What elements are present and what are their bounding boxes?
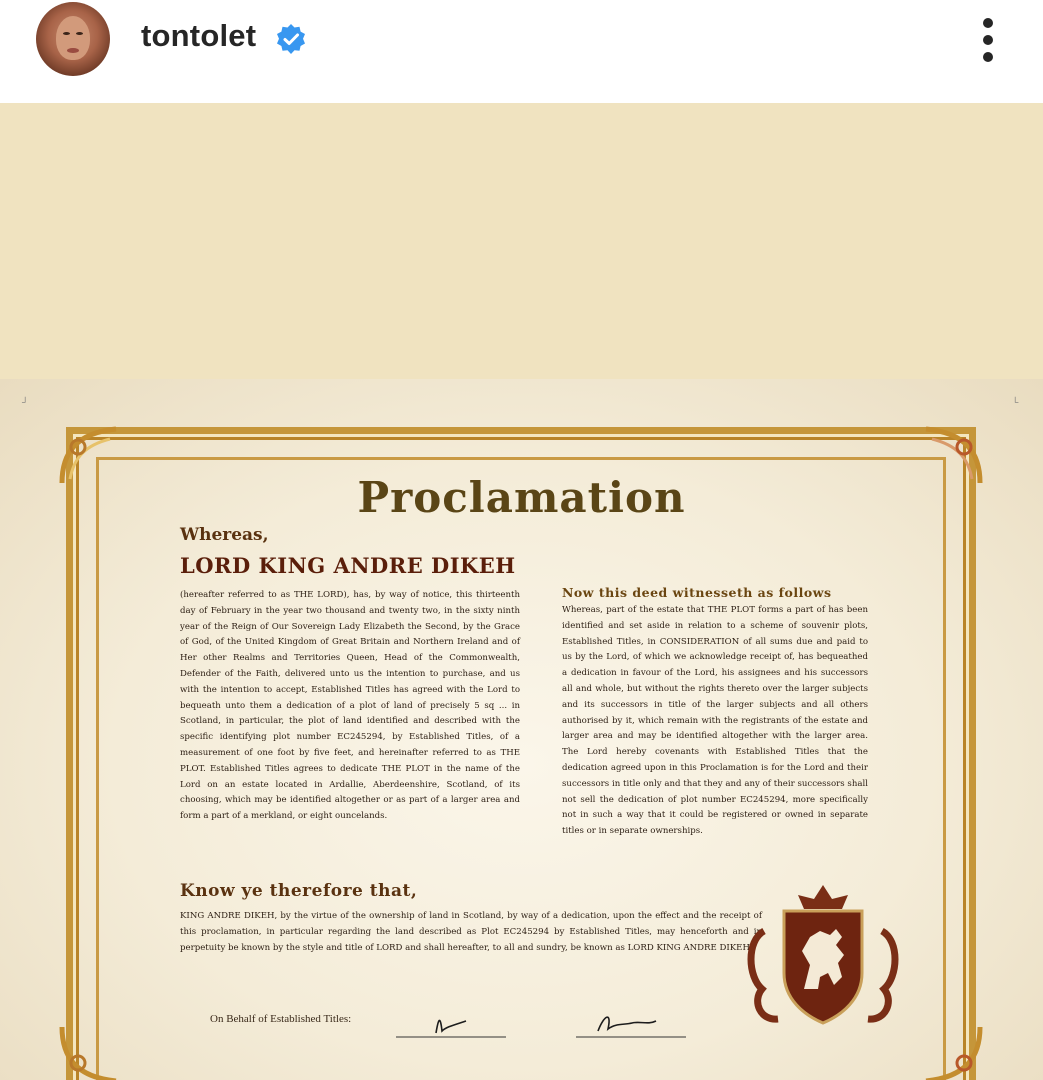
avatar-lips xyxy=(67,48,79,53)
more-dot-icon xyxy=(983,18,993,28)
avatar-eye xyxy=(63,32,70,35)
on-behalf-label: On Behalf of Established Titles: xyxy=(210,1013,352,1025)
post-header xyxy=(0,0,1043,103)
corner-ornament-icon xyxy=(56,1017,126,1080)
more-dot-icon xyxy=(983,52,993,62)
signature-icon xyxy=(396,1003,516,1043)
signature-icon xyxy=(576,1003,696,1043)
left-paragraph: (hereafter referred to as THE LORD), has, by way of notice, this thirteenth day of February in the year two thousand and twenty two, in the sixty ninth year of the Reign of Our Sovereign Lady Elizabeth the Second, by the Grace of God, of the United Kingdom of Great Britain and Northern Ireland and of Her other Realms and Territories Queen, Head of the Commonwealth, Defender of the Faith, delivered unto us the intention to purchase, and us with the intention to accept, Established Titles has agreed with the Lord to bequeath unto them a dedication of a plot of land of precisely 5 sq ... in Scotland, in particular, the plot of land identified and described with the specific identifying plot number EC245294, by Established Titles, of a measurement of one foot by five feet, and hereinafter referred to as THE PLOT. Established Titles agrees to dedicate THE PLOT in the name of the Lord on an estate located in Ardallie, Aberdeenshire, Scotland, of its choosing, which may be identified altogether or as part of a larger area and form a part of a merkland, or eight ouncelands. xyxy=(180,590,520,822)
more-dot-icon xyxy=(983,35,993,45)
corner-ornament-icon xyxy=(916,1017,986,1080)
right-paragraph: Whereas, part of the estate that THE PLOT forms a part of has been identified and set aside in relation to a scheme of souvenir plots, Established Titles, in CONSIDERATION of all sums due and paid to us by the Lord, of which we acknowledge receipt of, has bequeathed a dedication in favour of the Lord, his assignees and his successors all and whole, but without the rights thereto over the larger subjects and its successors in title of the larger subjects and all others authorised by it, which remain with the registrants of the estate and larger area and may be identified altogether with the larger area. The Lord hereby covenants with Established Titles that the dedication agreed upon in this Proclamation is for the Lord and their successors in title only and that they and any of their successors shall not sell the dedication of plot number EC245294, more specifically not in such a way that it could be registered or owned in separate titles or in separate ownerships. xyxy=(562,605,868,837)
more-options-button[interactable] xyxy=(968,12,1008,68)
know-ye-heading: Know ye therefore that, xyxy=(180,881,418,901)
certificate-title: Proclamation xyxy=(357,473,686,522)
avatar-face xyxy=(56,16,90,60)
bottom-paragraph: KING ANDRE DIKEH, by the virtue of the ownership of land in Scotland, by way of a dedication, upon the effect and the receipt of this proclamation, in particular regarding the land described as Plot EC245294 by Established Titles, may henceforth and in perpetuity be known by the style and title of LORD and shall hereafter, to all and sundry, be known as LORD KING ANDRE DIKEH. xyxy=(180,911,762,953)
username[interactable]: tontolet xyxy=(141,18,257,53)
avatar-eye xyxy=(76,32,83,35)
avatar[interactable] xyxy=(36,2,110,76)
whereas-heading: Whereas, xyxy=(180,525,269,545)
lord-name: LORD KING ANDRE DIKEH xyxy=(180,553,516,578)
post-image[interactable] xyxy=(0,379,1043,1080)
post-padding-top xyxy=(0,103,1043,379)
crop-mark-icon: └ xyxy=(1012,397,1019,407)
verified-badge-icon xyxy=(275,23,307,55)
crop-mark-icon: ┘ xyxy=(22,397,29,407)
witnesseth-heading: Now this deed witnesseth as follows xyxy=(562,585,832,600)
lion-crest-icon xyxy=(744,881,902,1031)
